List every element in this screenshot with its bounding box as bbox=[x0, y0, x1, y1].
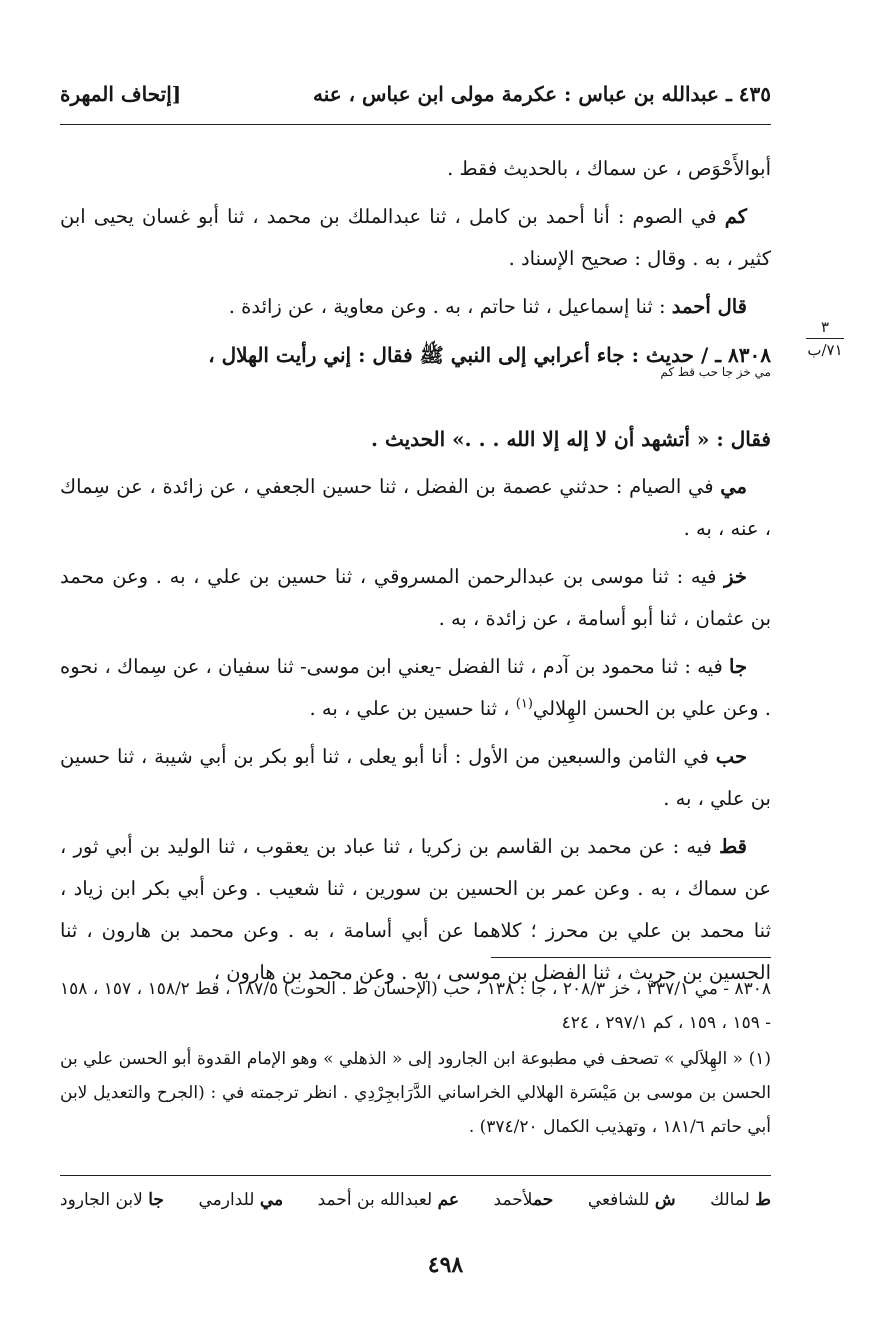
paragraph-text: في الصيام : حدثني عصمة بن الفضل ، ثنا حسين الجعفي ، عن زائدة ، عن سِماك ، عنه ، به . bbox=[60, 475, 771, 540]
paragraph-1 bbox=[60, 148, 771, 190]
source-symbol: خز bbox=[724, 565, 747, 588]
header-chapter-title: ٤٣٥ ـ عبدالله بن عباس : عكرمة مولى ابن عباس ، عنه bbox=[312, 82, 771, 106]
hadith-text-continued: فقال : « أتشهد أن لا إله إلا الله . . .» الحديث . bbox=[371, 427, 771, 451]
source-symbol: قط bbox=[719, 835, 747, 858]
source-symbol: مي bbox=[720, 475, 747, 498]
paragraph-1-text: أبوالأَحْوَص ، عن سماك ، بالحديث فقط . bbox=[447, 157, 771, 180]
footnote-1: (١) « الهِلاَلي » تصحف في مطبوعة ابن الجارود إلى « الذهلي » وهو الإمام القدوة أبو الحسن علي بن الحسن بن موسى بن مَيْسَرة الهلالي الخراساني الدَّرَابجِرْدِي . انظر ترجمته في : (الجرح والتعديل لابن أبي حاتم ١٨١/٦ ، وتهذيب الكمال ٣٧٤/٢٠) . bbox=[60, 1049, 771, 1137]
abbreviation-divider bbox=[60, 1175, 771, 1176]
abbr-symbol: ط bbox=[755, 1190, 771, 1210]
paragraph-kam bbox=[60, 196, 771, 280]
abbreviation-key bbox=[60, 1186, 771, 1214]
abbr-symbol: عم bbox=[437, 1190, 460, 1210]
abbr-symbol: جا bbox=[148, 1190, 164, 1210]
abbr-abdullah bbox=[318, 1186, 459, 1214]
paragraph-text: فيه : ثنا موسى بن عبدالرحمن المسروقي ، ثنا حسين بن علي ، به . وعن محمد بن عثمان ، ثنا أبو أسامة ، عن زائدة ، به . bbox=[60, 565, 771, 630]
abbr-meaning: للدارمي bbox=[198, 1190, 260, 1210]
paragraph-qut bbox=[60, 826, 771, 994]
margin-reference-rule bbox=[806, 338, 844, 339]
abbr-meaning: لأحمد bbox=[493, 1190, 533, 1210]
footnote-references: ٨٣٠٨ - مي ٣٣٧/١ ، خز ٢٠٨/٣ ، جا : ١٣٨ ، حب (الإحسان ط . الحوت) ١٨٧/٥ ، قط ١٥٨/٢ ، ١٥٧ ، ١٥٨ - ١٥٩ ، ١٥٩ ، كم ٢٩٧/١ ، ٤٢٤ bbox=[60, 979, 772, 1033]
paragraph-text: فيه : عن محمد بن القاسم بن زكريا ، ثنا عباد بن يعقوب ، ثنا الوليد بن أبي ثور ، عن سماك ، به . وعن عمر بن الحسين بن سورين ، ثنا شعيب . وعن أبي بكر ابن زياد ، ثنا محمد بن علي بن محرز ؛ كلاهما عن أبي أسامة ، به . وعن محمد بن هارون ، ثنا الحسين بن حريث ، ثنا الفضل بن موسى ، به . وعن محمد بن هارون ، bbox=[60, 835, 771, 984]
margin-reference-top: ٣ bbox=[820, 318, 830, 336]
abbr-symbol: ش bbox=[654, 1190, 676, 1210]
abbr-malik bbox=[710, 1186, 771, 1214]
paragraph-ahmad bbox=[60, 286, 771, 328]
footnotes bbox=[60, 972, 771, 1146]
paragraph-text: في الثامن والسبعين من الأول : أنا أبو يعلى ، ثنا أبو بكر بن أبي شيبة ، ثنا حسين بن علي ، به . bbox=[60, 745, 771, 810]
hadith-text: جاء أعرابي إلى النبي ﷺ فقال : إني رأيت الهلال ، bbox=[208, 343, 632, 367]
paragraph-hibban bbox=[60, 736, 771, 820]
header-book-title: [إتحاف المهرة bbox=[60, 82, 182, 106]
source-symbol: حب bbox=[715, 745, 747, 768]
paragraph-ja bbox=[60, 646, 771, 730]
footnote-marker[interactable]: (١) bbox=[515, 696, 533, 712]
header-divider bbox=[60, 124, 771, 125]
source-symbol: قال أحمد bbox=[671, 295, 747, 318]
source-symbol: جا bbox=[729, 655, 747, 678]
abbr-jarud bbox=[60, 1186, 164, 1214]
abbr-ahmad bbox=[494, 1186, 554, 1214]
hadith-number: ٨٣٠٨ ـ / حديث : bbox=[631, 343, 771, 367]
abbr-darimi bbox=[198, 1186, 283, 1214]
margin-reference bbox=[795, 318, 855, 359]
abbr-shafii bbox=[588, 1186, 676, 1214]
paragraph-text: فيه : ثنا محمود بن آدم ، ثنا الفضل -يعني ابن موسى- ثنا سفيان ، عن سِماك ، نحوه . وعن علي بن الحسن الهِلالي bbox=[60, 655, 771, 720]
footnote-divider bbox=[491, 957, 771, 958]
paragraph-text: في الصوم : أنا أحمد بن كامل ، ثنا عبدالملك بن محمد ، ثنا أبو غسان يحيى ابن كثير ، به . وقال : صحيح الإسناد . bbox=[60, 205, 771, 270]
hadith-heading bbox=[60, 334, 771, 460]
paragraph-text-continued: ، ثنا حسين بن علي ، به . bbox=[309, 697, 516, 720]
abbr-meaning: لعبدالله بن أحمد bbox=[317, 1190, 438, 1210]
paragraph-text: : ثنا إسماعيل ، ثنا حاتم ، به . وعن معاوية ، عن زائدة . bbox=[228, 295, 672, 318]
page-number: ٤٩٨ bbox=[427, 1252, 464, 1278]
abbr-symbol: مي bbox=[259, 1190, 284, 1210]
paragraph-khuz bbox=[60, 556, 771, 640]
hadith-source-list: مي خز جا حب قط كم bbox=[660, 365, 771, 379]
abbr-meaning: للشافعي bbox=[587, 1190, 655, 1210]
main-text bbox=[60, 148, 771, 1000]
margin-reference-bottom: ٧١/ب bbox=[807, 341, 843, 359]
abbr-meaning: لابن الجارود bbox=[60, 1190, 149, 1210]
source-symbol: كم bbox=[724, 205, 747, 228]
paragraph-mi bbox=[60, 466, 771, 550]
abbr-symbol: حم bbox=[532, 1190, 554, 1210]
abbr-meaning: لمالك bbox=[710, 1190, 756, 1210]
running-header bbox=[60, 82, 771, 122]
